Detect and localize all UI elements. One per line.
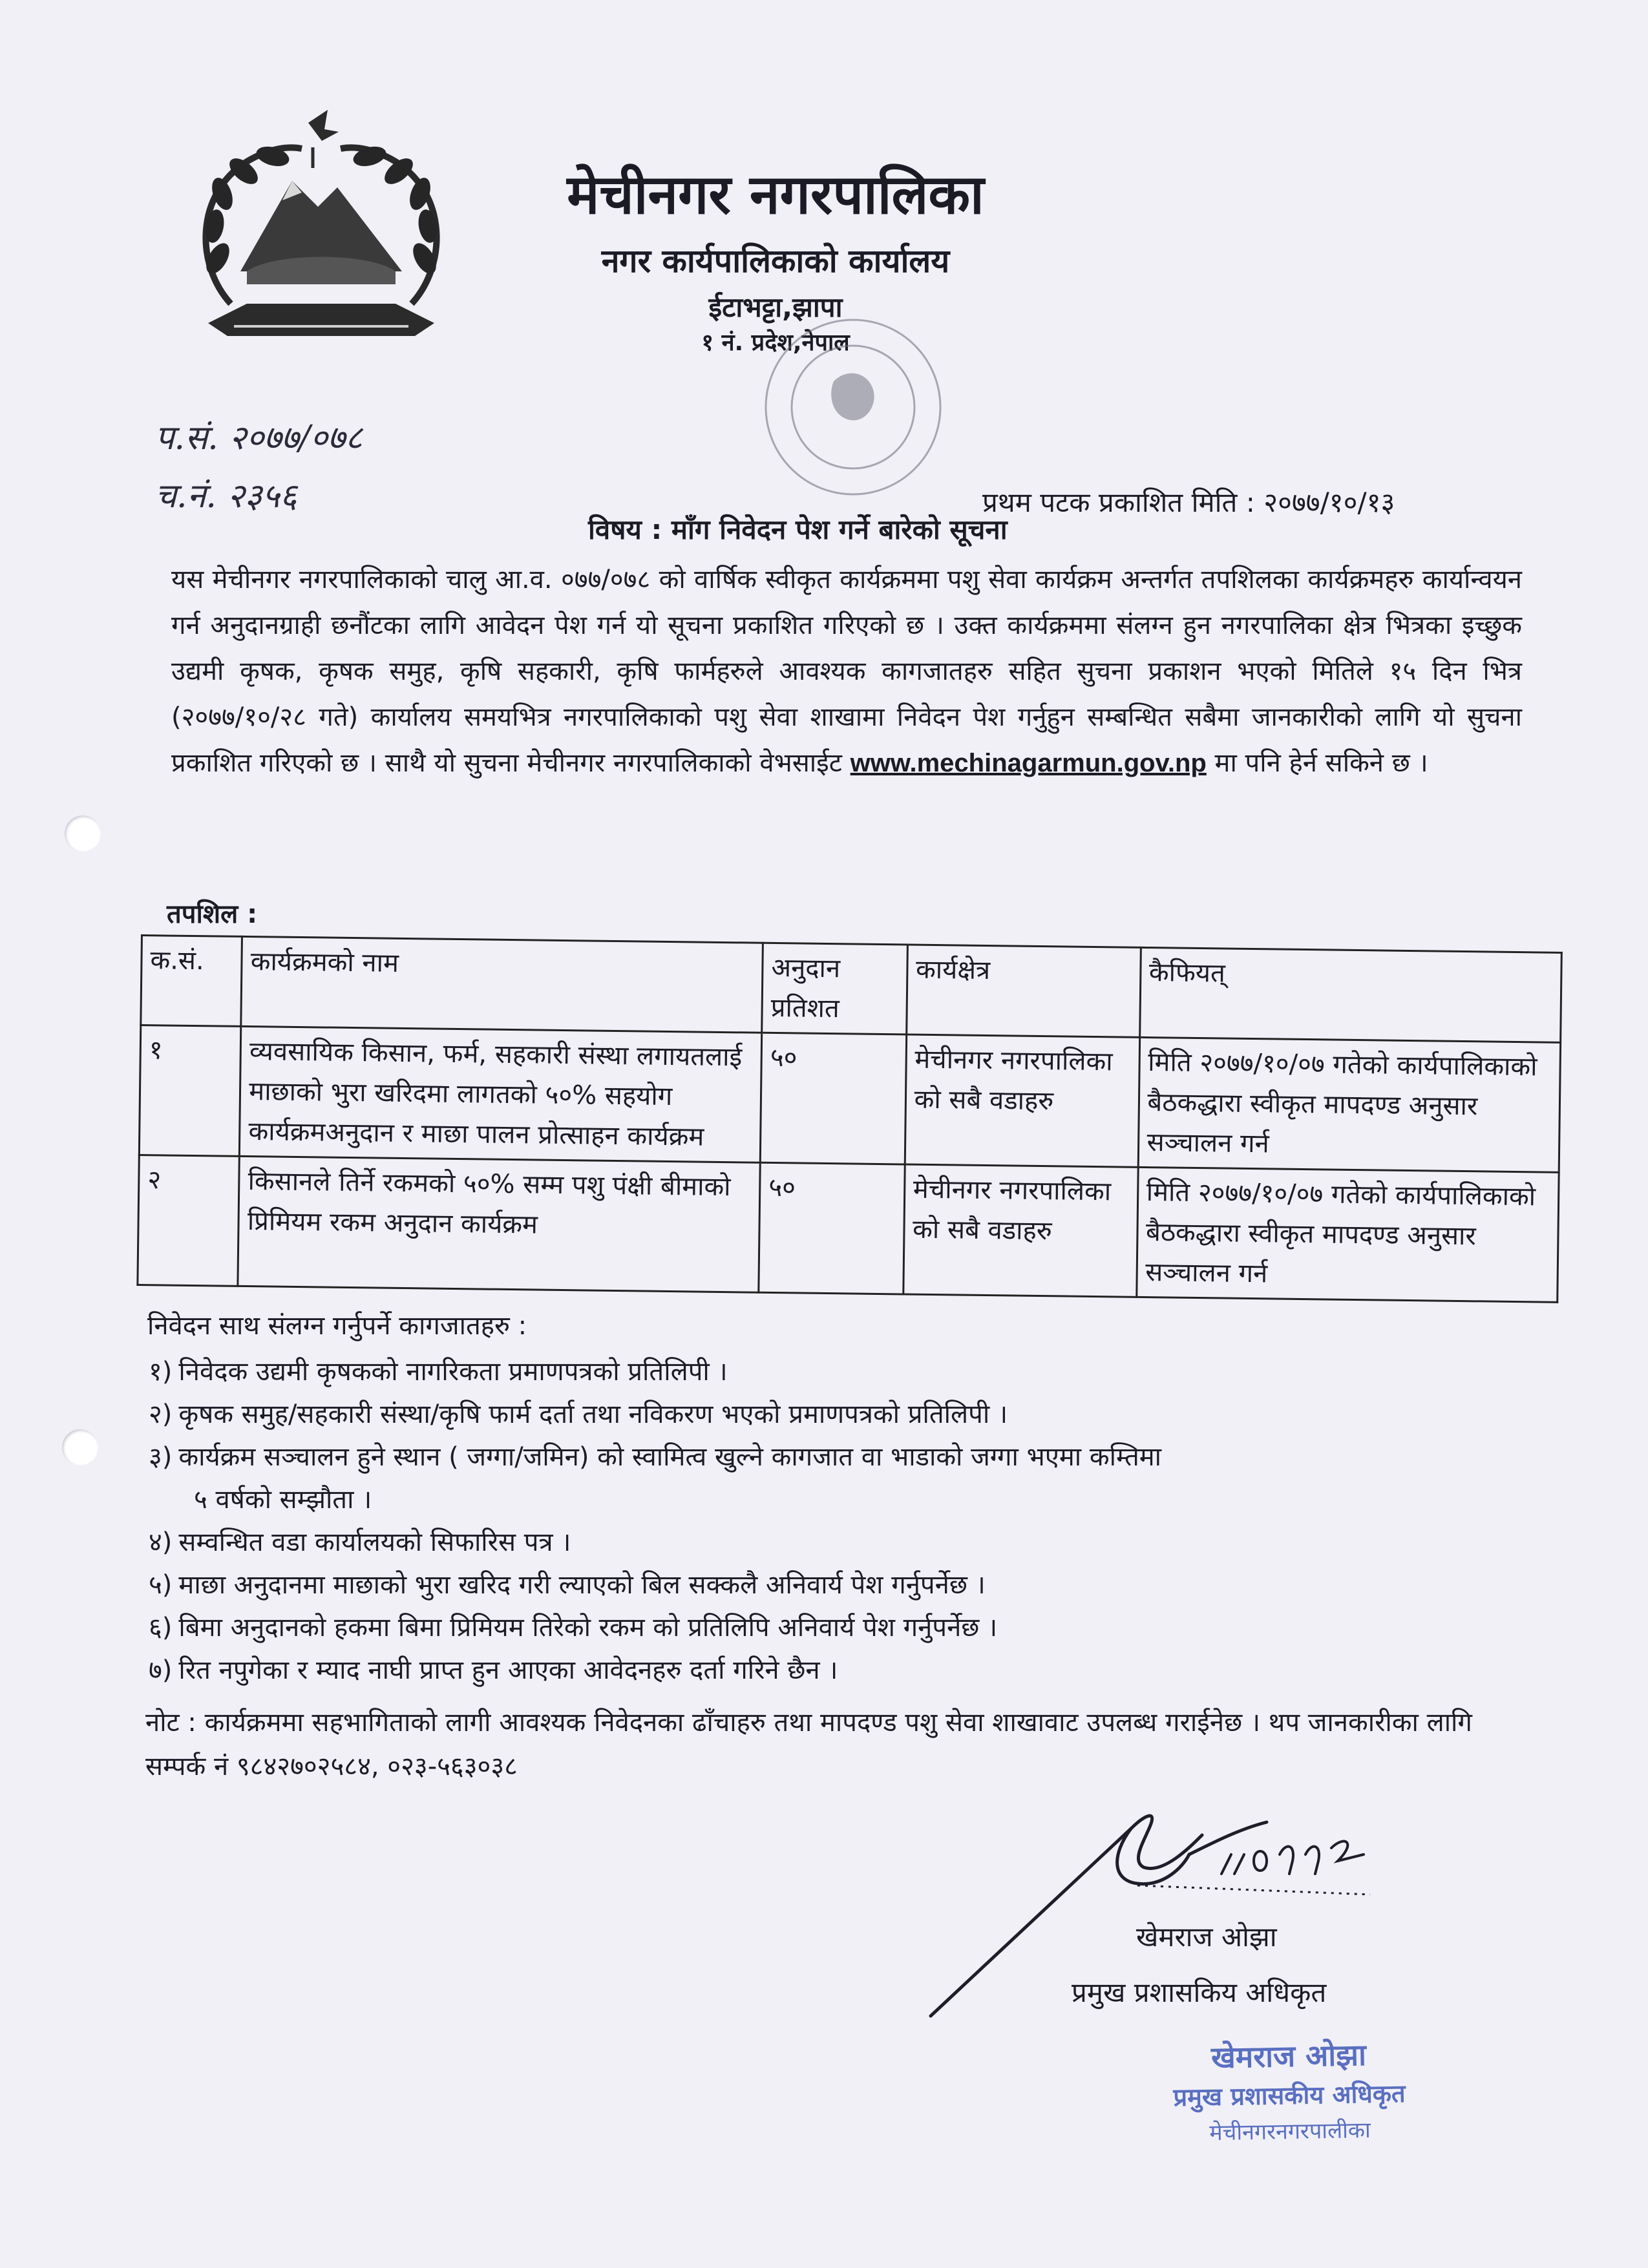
- documents-list: [149, 1350, 1506, 1692]
- list-number: ४): [149, 1528, 173, 1557]
- list-text: रित नपुगेका र म्याद नाघी प्राप्त हुन आएका आवेदनहरु दर्ता गरिने छैन ।: [178, 1655, 838, 1685]
- list-item: [149, 1649, 1506, 1692]
- table-cell: किसानले तिर्ने रकमको ५०% सम्म पशु पंक्षी बीमाको प्रिमियम रकम अनुदान कार्यक्रम: [238, 1156, 760, 1292]
- body-text: यस मेचीनगर नगरपालिकाको चालु आ.व. ०७७/०७८ को वार्षिक स्वीकृत कार्यक्रममा पशु सेवा कार्यक्रम अन्तर्गत तपशिलका कार्यक्रमहरु कार्यान्वयन गर्न अनुदानग्राही छनौंटका लागि आवेदन पेश गर्न यो सूचना प्रकाशित गरिएको छ । उक्त कार्यक्रममा संलग्न हुन नगरपालिका क्षेत्र भित्रका इच्छुक उद्यमी कृषक, कृषक समुह, कृषि सहकारी, कृषि फार्महरुले आवश्यक कागजातहरु सहित सुचना प्रकाशन भएको मितिले १५ दिन भित्र (२०७७/१०/२८ गते) कार्यालय समयभित्र नगरपालिकाको पशु सेवा शाखामा निवेदन पेश गर्नुहुन सम्बन्धित सबैमा जानकारीको लागि यो सुचना प्रकाशित गरिएको छ । साथै यो सुचना मेचीनगर नगरपालिकाको वेभसाईट: [171, 565, 1522, 778]
- list-item: [149, 1350, 1506, 1393]
- table-cell: मिति २०७७/१०/०७ गतेको कार्यपालिकाको बैठकद्धारा स्वीकृत मापदण्ड अनुसार सञ्चालन गर्न: [1138, 1037, 1561, 1172]
- list-text: सम्वन्धित वडा कार्यालयको सिफारिस पत्र ।: [178, 1528, 571, 1557]
- list-number: ३): [149, 1442, 173, 1472]
- patra-sankhya: प.सं. २०७७/०७८: [155, 419, 363, 457]
- program-table: [136, 934, 1562, 1303]
- list-number: २): [149, 1400, 173, 1429]
- list-text: ५ वर्षको सम्झौता ।: [194, 1485, 372, 1515]
- list-text: माछा अनुदानमा माछाको भुरा खरिद गरी ल्याएको बिल सक्कलै अनिवार्य पेश गर्नुपर्नेछ ।: [178, 1570, 986, 1600]
- publish-date-label: प्रथम पटक प्रकाशित मिति :: [982, 487, 1255, 518]
- list-text: निवेदक उद्यमी कृषकको नागरिकता प्रमाणपत्रको प्रतिलिपी ।: [178, 1357, 728, 1387]
- subject-line: विषय : माँग निवेदन पेश गर्ने बारेको सूचना: [588, 514, 1008, 545]
- table-header-cell: कार्यक्षेत्र: [906, 945, 1141, 1037]
- punch-hole: [62, 1429, 98, 1465]
- publish-date-value: २०७७/१०/१३: [1263, 487, 1395, 518]
- table-header-cell: कार्यक्रमको नाम: [241, 936, 763, 1033]
- list-number: ६): [149, 1613, 173, 1643]
- table-row: [139, 1025, 1560, 1173]
- table-header-row: [141, 936, 1562, 1043]
- stamp-name: खेमराज ओझा: [1210, 2037, 1367, 2075]
- office-address: ईटाभट्टा,झापा: [708, 291, 843, 323]
- list-item: [149, 1436, 1506, 1478]
- nepal-emblem-icon: [169, 110, 473, 368]
- table-cell: ५०: [760, 1033, 906, 1164]
- documents-title: निवेदन साथ संलग्न गर्नुपर्ने कागजातहरु :: [147, 1311, 527, 1341]
- office-name: नगर कार्यपालिकाको कार्यालय: [601, 242, 950, 280]
- org-name: मेचीनगर नगरपालिका: [567, 163, 984, 226]
- list-number: १): [149, 1357, 173, 1387]
- table-cell: १: [139, 1025, 241, 1157]
- list-number: ५): [149, 1570, 173, 1600]
- list-number: ७): [149, 1655, 173, 1685]
- official-stamp: [1108, 2032, 1472, 2152]
- list-item: [149, 1606, 1506, 1649]
- table-cell: व्यवसायिक किसान, फर्म, सहकारी संस्था लगायतलाई माछाको भुरा खरिदमा लागतको ५०% सहयोग कार्यक्रमअनुदान र माछा पालन प्रोत्साहन कार्यक्रम: [240, 1026, 762, 1162]
- office-seal-icon: [737, 310, 969, 517]
- table-row: [138, 1155, 1559, 1302]
- website-link[interactable]: www.mechinagarmun.gov.np: [850, 749, 1207, 777]
- table-header-cell: अनुदान प्रतिशत: [762, 943, 907, 1034]
- list-item: [149, 1521, 1506, 1564]
- body-text-end: मा पनि हेर्न सकिने छ ।: [1214, 748, 1428, 778]
- chalani-number: च.नं. २३५६: [155, 477, 297, 516]
- table-cell: मेचीनगर नगरपालिका को सबै वडाहरु: [905, 1034, 1139, 1167]
- list-text: कृषक समुह/सहकारी संस्था/कृषि फार्म दर्ता तथा नविकरण भएको प्रमाणपत्रको प्रतिलिपी ।: [178, 1400, 1008, 1429]
- note-text: नोट : कार्यक्रममा सहभागिताको लागी आवश्यक निवेदनका ढाँचाहरु तथा मापदण्ड पशु सेवा शाखावाट उपलब्ध गराईनेछ । थप जानकारीका लागि सम्पर्क नं ९८४२७०२५८४, ०२३-५६३०३८: [145, 1708, 1472, 1781]
- signatory-title: प्रमुख प्रशासकिय अधिकृत: [1072, 1977, 1327, 2008]
- list-text: बिमा अनुदानको हकमा बिमा प्रिमियम तिरेको रकम को प्रतिलिपि अनिवार्य पेश गर्नुपर्नेछ ।: [178, 1613, 998, 1643]
- list-text: कार्यक्रम सञ्चालन हुने स्थान ( जग्गा/जमिन) को स्वामित्व खुल्ने कागजात वा भाडाको जग्गा भएमा कम्तिमा: [178, 1442, 1162, 1472]
- publish-date: [982, 483, 1395, 520]
- list-item: [149, 1564, 1506, 1606]
- table-cell: मिति २०७७/१०/०७ गतेको कार्यपालिकाको बैठकद्धारा स्वीकृत मापदण्ड अनुसार सञ्चालन गर्न: [1136, 1167, 1559, 1302]
- stamp-org: मेचीनगरनगरपालीका: [1209, 2117, 1371, 2147]
- list-item: [149, 1393, 1506, 1436]
- signatory-name: खेमराज ओझा: [1136, 1921, 1277, 1953]
- table-header-cell: क.सं.: [141, 936, 242, 1027]
- table-cell: ५०: [759, 1162, 905, 1294]
- table-header-cell: कैफियत्: [1139, 947, 1561, 1042]
- table-cell: २: [138, 1155, 240, 1286]
- punch-hole: [65, 815, 101, 852]
- notice-body: [171, 557, 1522, 786]
- list-item-continued: [149, 1478, 1506, 1521]
- stamp-title: प्रमुख प्रशासकीय अधिकृत: [1173, 2079, 1406, 2112]
- table-cell: मेचीनगर नगरपालिका को सबै वडाहरु: [903, 1164, 1137, 1297]
- office-province: १ नं. प्रदेश,नेपाल: [701, 330, 850, 356]
- table-title: तपशिल :: [167, 899, 258, 929]
